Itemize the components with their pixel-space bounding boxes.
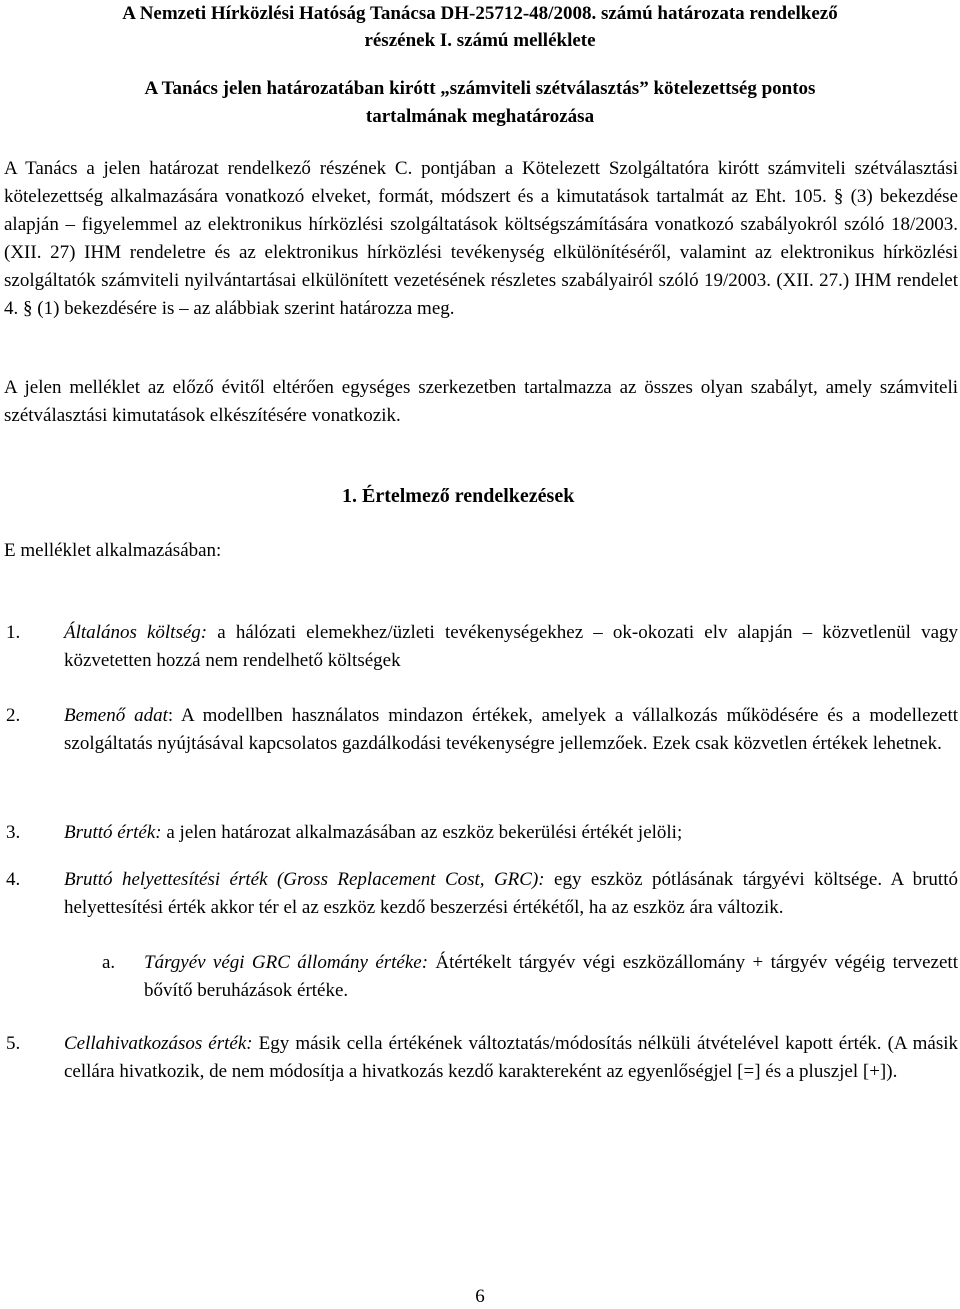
definition-number: 3. (6, 822, 21, 843)
definition-term: Bruttó érték: (64, 822, 162, 843)
definition-body (64, 819, 958, 847)
page-number: 6 (475, 1286, 485, 1307)
definition-text: a hálózati elemekhez/üzleti tevékenységekhez – ok-okozati elv alapján – közvetlenül vagy közvetetten hozzá nem rendelhető költségek (64, 622, 958, 671)
definition-item (4, 702, 958, 758)
sub-item-letter: a. (102, 952, 116, 973)
definition-term: Bemenő adat (64, 705, 168, 726)
definition-item (4, 1030, 958, 1086)
definition-term: Általános költség: (64, 622, 208, 643)
definition-sub-item (102, 949, 958, 1005)
definition-text: egy eszköz pótlásának tárgyévi költsége. A bruttó helyettesítési érték akkor tér el az eszköz kezdő beszerzési értékétől, ha az eszköz ára változik. (64, 869, 958, 918)
document-title (0, 0, 960, 54)
document-subtitle-line-2: tartalmának meghatározása (365, 106, 595, 127)
definition-term: Bruttó helyettesítési érték (Gross Replacement Cost, GRC): (64, 869, 545, 890)
intro-paragraph: A Tanács a jelen határozat rendelkező részének C. pontjában a Kötelezett Szolgáltatóra kirótt számviteli szétválasztási kötelezettség alkalmazására vonatkozó elveket, formát, módszert és a kimutatások tartalmát az Eht. 105. § (3) bekezdése alapján – figyelemmel az elektronikus hírközlési szolgáltatások költségszámítására vonatkozó szabályokról szóló 18/2003. (XII. 27) IHM rendeletre és az elektronikus hírközlési tevékenység elkülönítéséről, valamint az elektronikus hírközlési szolgáltatók számviteli nyilvántartásai elkülönített vezetésének részletes szabályairól szóló 19/2003. (XII. 27.) IHM rendelet 4. § (1) bekezdésére is – az alábbiak szerint határozza meg. (4, 158, 958, 319)
scope-paragraph: A jelen melléklet az előző évitől eltérően egységes szerkezetben tartalmazza az összes olyan szabályt, amely számviteli szétválasztási kimutatások elkészítésére vonatkozik. (4, 377, 958, 426)
definition-item (4, 619, 958, 675)
sub-item-term: Tárgyév végi GRC állomány értéke: (144, 952, 429, 973)
document-subtitle (0, 75, 960, 131)
definition-number: 4. (6, 869, 21, 890)
definition-item (4, 866, 958, 922)
sub-item-body (144, 949, 958, 1005)
definition-number: 2. (6, 705, 21, 726)
definition-term: Cellahivatkozásos érték: (64, 1033, 253, 1054)
document-title-line-1: A Nemzeti Hírközlési Hatóság Tanácsa DH-25712-48/2008. számú határozata rendelkező (122, 3, 838, 24)
definition-body (64, 702, 958, 758)
definition-body (64, 619, 958, 675)
sub-item-text: Átértékelt tárgyév végi eszközállomány + tárgyév végéig tervezett bővítő beruházások értéke. (144, 952, 958, 1001)
definitions-intro: E melléklet alkalmazásában: (4, 540, 222, 561)
definition-item (4, 819, 958, 847)
definition-text: Egy másik cella értékének változtatás/módosítás nélküli átvételével kapott érték. (A másik cellára hivatkozik, de nem módosítja a hivatkozás kezdő karaktereként az egyenlőségjel [=] és a pluszjel [+]). (64, 1033, 958, 1082)
definition-body (64, 1030, 958, 1086)
document-title-line-2: részének I. számú melléklete (364, 30, 596, 51)
section-heading: 1. Értelmező rendelkezések (342, 485, 575, 507)
definition-text: a jelen határozat alkalmazásában az eszköz bekerülési értékét jelöli; (161, 822, 683, 843)
definition-number: 1. (6, 622, 21, 643)
definition-text: : A modellben használatos mindazon értékek, amelyek a vállalkozás működésére és a modellezett szolgáltatás nyújtásával kapcsolatos gazdálkodási tevékenységre jellemzőek. Ezek csak közvetlen értékek lehetnek. (64, 705, 958, 754)
document-subtitle-line-1: A Tanács jelen határozatában kirótt „számviteli szétválasztás” kötelezettség pontos (144, 78, 816, 99)
definition-number: 5. (6, 1033, 21, 1054)
definition-body (64, 866, 958, 922)
